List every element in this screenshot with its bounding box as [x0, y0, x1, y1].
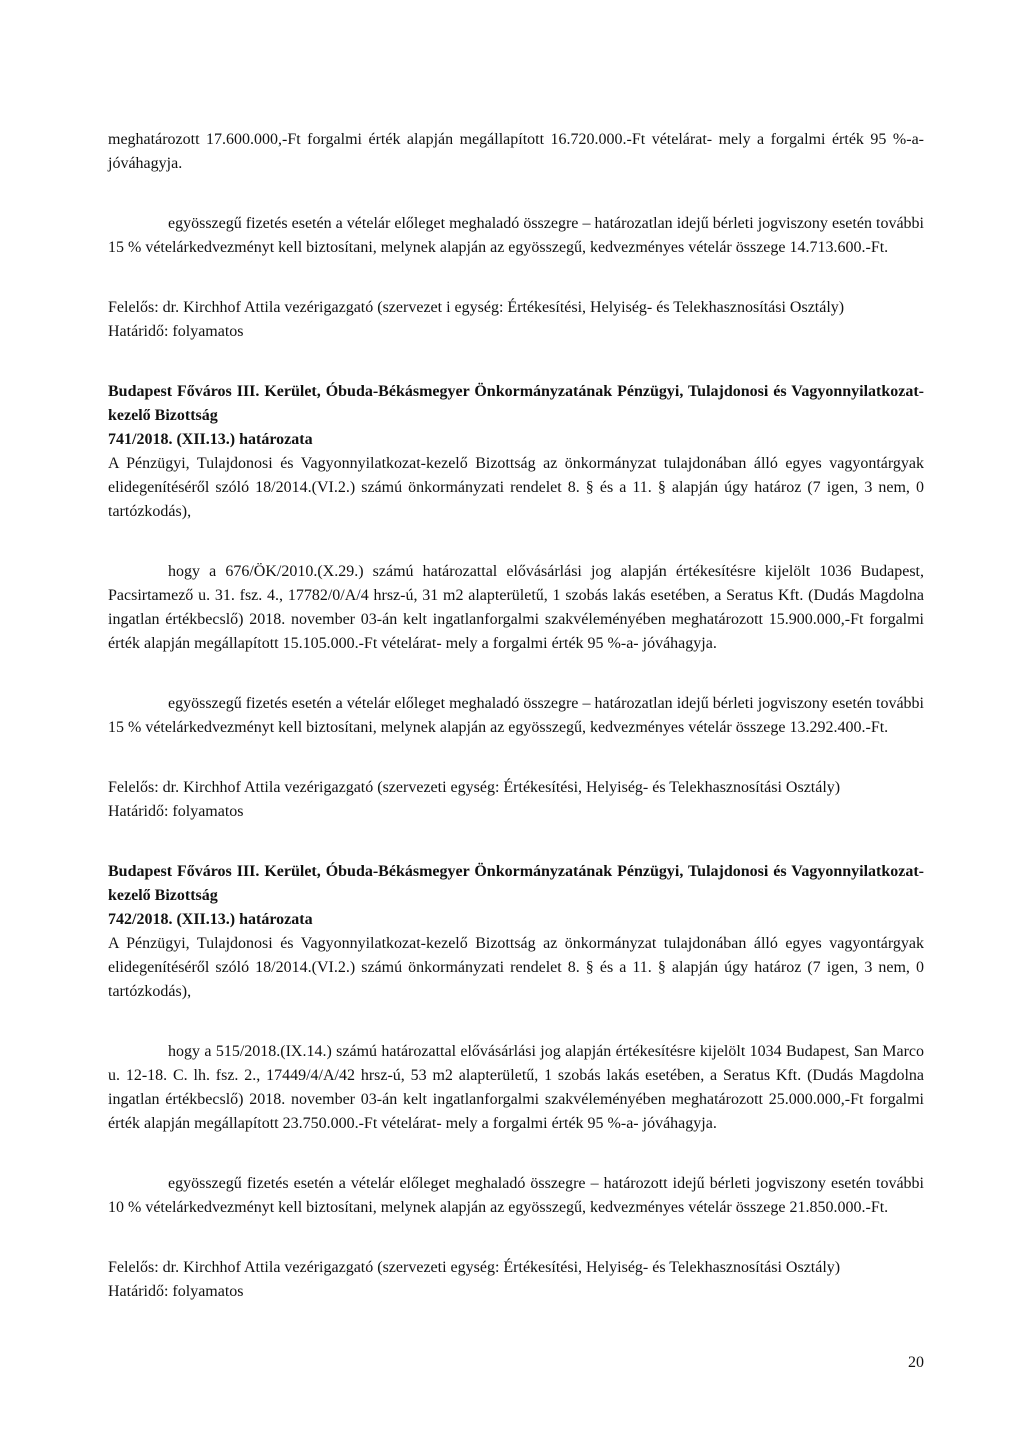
resolution-discount-741: egyösszegű fizetés esetén a vételár előleget meghaladó összegre – határozatlan idejű bérleti jogviszony esetén további 15 % vételárkedvezményt kell biztosítani, melynek alapján az egyösszegű, kedvezményes vételár összege 13.292.400.-Ft. [108, 695, 924, 736]
responsible-prior: Felelős: dr. Kirchhof Attila vezérigazgató (szervezet i egység: Értékesítési, Helyiség- és Telekhasznosítási Osztály) [108, 299, 845, 316]
committee-heading-742: Budapest Főváros III. Kerület, Óbuda-Békásmegyer Önkormányzatának Pénzügyi, Tulajdonosi és Vagyonnyilatkozat-kezelő Bizottság [108, 863, 924, 904]
responsible-742: Felelős: dr. Kirchhof Attila vezérigazgató (szervezeti egység: Értékesítési, Helyiség- és Telekhasznosítási Osztály) [108, 1259, 841, 1276]
resolution-number-742: 742/2018. (XII.13.) határozata [108, 911, 313, 928]
resolution-intro-741: A Pénzügyi, Tulajdonosi és Vagyonnyilatkozat-kezelő Bizottság az önkormányzat tulajdonában álló egyes vagyontárgyak elidegenítéséről szóló 18/2014.(VI.2.) számú önkormányzati rendelet 8. § és a 11. § alapján úgy határoz (7 igen, 3 nem, 0 tartózkodás), [108, 455, 924, 520]
resolution-number-741: 741/2018. (XII.13.) határozata [108, 431, 313, 448]
resolution-body-742: hogy a 515/2018.(IX.14.) számú határozattal elővásárlási jog alapján értékesítésre kijelölt 1034 Budapest, San Marco u. 12-18. C. lh. fsz. 2., 17449/4/A/42 hrsz-ú, 53 m2 alapterületű, 1 szobás lakás esetében, a Seratus Kft. (Dudás Magdolna ingatlan értékbecslő) 2018. november 03-án kelt ingatlanforgalmi szakvéleményében meghatározott 25.000.000,-Ft forgalmi érték alapján megállapított 23.750.000.-Ft vételárat- mely a forgalmi érték 95 %-a- jóváhagyja. [108, 1043, 924, 1132]
deadline-742: Határidő: folyamatos [108, 1283, 244, 1300]
page-number: 20 [908, 1354, 924, 1371]
paragraph-prior-discount: egyösszegű fizetés esetén a vételár előleget meghaladó összegre – határozatlan idejű bérleti jogviszony esetén további 15 % vételárkedvezményt kell biztosítani, melynek alapján az egyösszegű, kedvezményes vételár összege 14.713.600.-Ft. [108, 215, 924, 256]
resolution-discount-742: egyösszegű fizetés esetén a vételár előleget meghaladó összegre – határozott idejű bérleti jogviszony esetén további 10 % vételárkedvezményt kell biztosítani, melynek alapján az egyösszegű, kedvezményes vételár összege 21.850.000.-Ft. [108, 1175, 924, 1216]
deadline-prior: Határidő: folyamatos [108, 323, 244, 340]
document-page [108, 128, 924, 1304]
responsible-741: Felelős: dr. Kirchhof Attila vezérigazgató (szervezeti egység: Értékesítési, Helyiség- és Telekhasznosítási Osztály) [108, 779, 841, 796]
resolution-body-741: hogy a 676/ÖK/2010.(X.29.) számú határozattal elővásárlási jog alapján értékesítésre kijelölt 1036 Budapest, Pacsirtamező u. 31. fsz. 4., 17782/0/A/4 hrsz-ú, 31 m2 alapterületű, 1 szobás lakás esetében, a Seratus Kft. (Dudás Magdolna ingatlan értékbecslő) 2018. november 03-án kelt ingatlanforgalmi szakvéleményében meghatározott 15.900.000,-Ft forgalmi érték alapján megállapított 15.105.000.-Ft vételárat- mely a forgalmi érték 95 %-a- jóváhagyja. [108, 563, 924, 652]
committee-heading-741: Budapest Főváros III. Kerület, Óbuda-Békásmegyer Önkormányzatának Pénzügyi, Tulajdonosi és Vagyonnyilatkozat-kezelő Bizottság [108, 383, 924, 424]
deadline-741: Határidő: folyamatos [108, 803, 244, 820]
resolution-intro-742: A Pénzügyi, Tulajdonosi és Vagyonnyilatkozat-kezelő Bizottság az önkormányzat tulajdonában álló egyes vagyontárgyak elidegenítéséről szóló 18/2014.(VI.2.) számú önkormányzati rendelet 8. § és a 11. § alapján úgy határoz (7 igen, 3 nem, 0 tartózkodás), [108, 935, 924, 1000]
paragraph-prior-resolution-end: meghatározott 17.600.000,-Ft forgalmi érték alapján megállapított 16.720.000.-Ft vételárat- mely a forgalmi érték 95 %-a- jóváhagyja. [108, 131, 924, 172]
